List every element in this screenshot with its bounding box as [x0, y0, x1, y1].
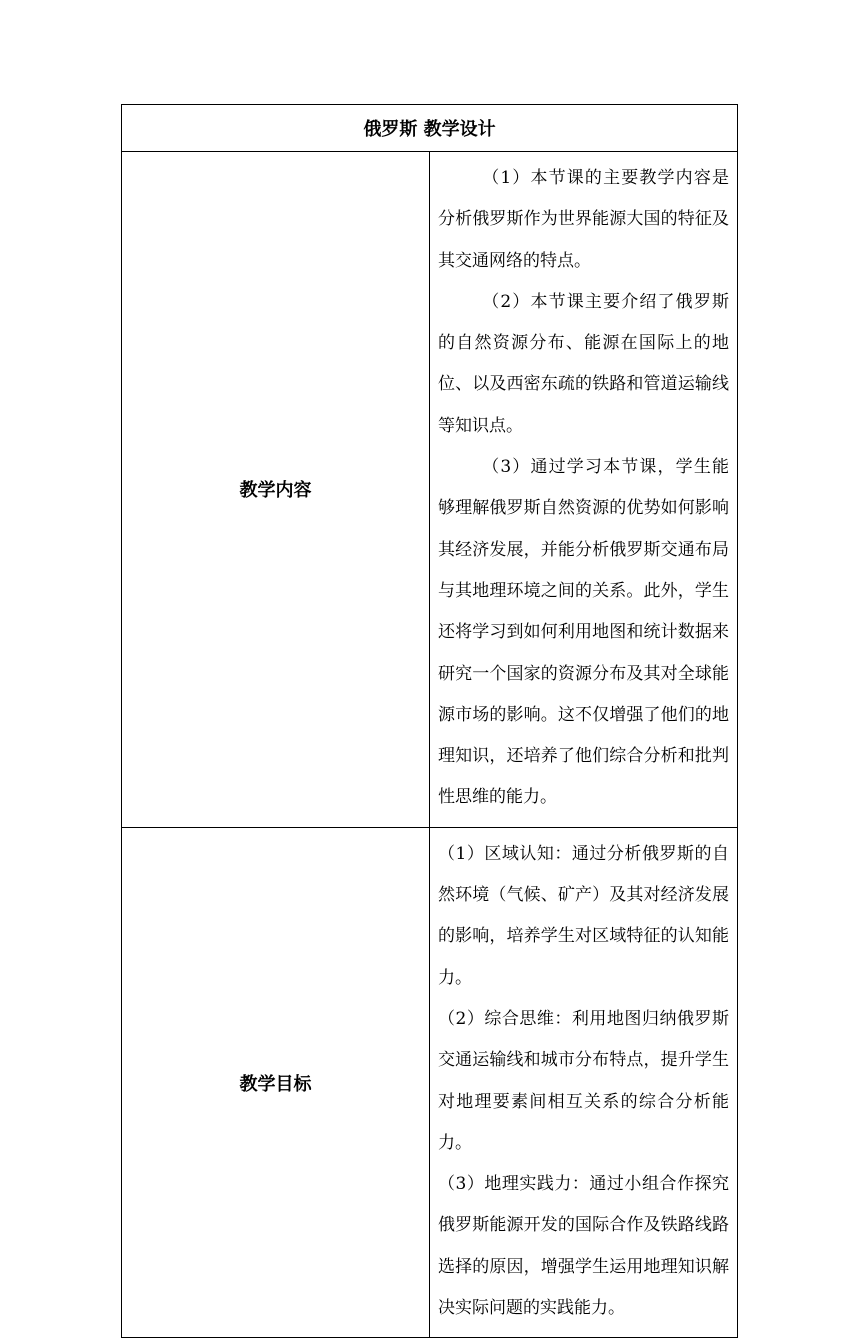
title-row: [122, 105, 738, 152]
objective-paragraph-1: （1）区域认知：通过分析俄罗斯的自然环境（气候、矿产）及其对经济发展的影响，培养学生对区域特征的认知能力。: [438, 843, 729, 988]
teaching-content-body: [430, 152, 738, 828]
teaching-content-label: 教学内容: [122, 152, 430, 828]
teaching-objectives-label: 教学目标: [122, 827, 430, 1338]
objective-paragraph-2: （2）综合思维：利用地图归纳俄罗斯交通运输线和城市分布特点，提升学生对地理要素间相互关系的综合分析能力。: [438, 1008, 729, 1153]
teaching-content-row: [122, 152, 738, 828]
content-paragraph-3: （3）通过学习本节课，学生能够理解俄罗斯自然资源的优势如何影响其经济发展，并能分析俄罗斯交通布局与其地理环境之间的关系。此外，学生还将学习到如何利用地图和统计数据来研究一个国家的资源分布及其对全球能源市场的影响。这不仅增强了他们的地理知识，还培养了他们综合分析和批判性思维的能力。: [438, 457, 729, 808]
content-paragraph-2: （2）本节课主要介绍了俄罗斯的自然资源分布、能源在国际上的地位、以及西密东疏的铁路和管道运输线等知识点。: [438, 291, 729, 436]
teaching-objectives-row: [122, 827, 738, 1338]
lesson-design-table: [121, 104, 738, 1338]
teaching-objectives-body: [430, 827, 738, 1338]
content-paragraph-1: （1）本节课的主要教学内容是分析俄罗斯作为世界能源大国的特征及其交通网络的特点。: [438, 168, 729, 271]
objective-paragraph-3: （3）地理实践力：通过小组合作探究俄罗斯能源开发的国际合作及铁路线路选择的原因，增强学生运用地理知识解决实际问题的实践能力。: [438, 1174, 729, 1319]
document-title: 俄罗斯 教学设计: [122, 105, 738, 152]
